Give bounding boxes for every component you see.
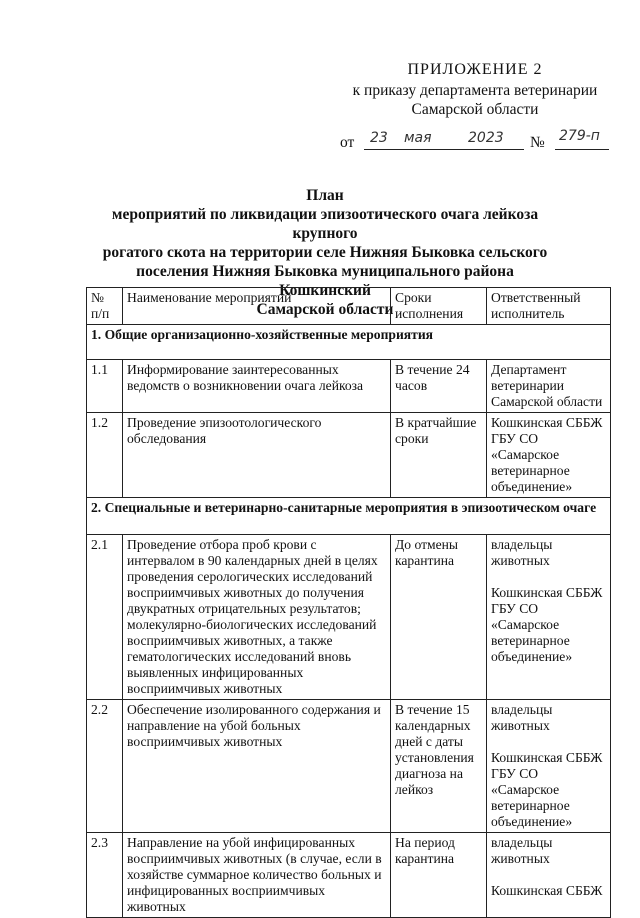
section-title-2: 2. Специальные и ветеринарно-санитарные мероприятия в эпизоотическом очаге bbox=[87, 498, 611, 535]
order-number-label: № bbox=[530, 134, 545, 151]
row-name: Обеспечение изолированного содержания и направление на убой больных восприимчивых животных bbox=[123, 700, 391, 833]
header-responsible: Ответственный исполнитель bbox=[487, 288, 611, 325]
row-name: Проведение отбора проб крови с интервалом в 90 календарных дней в целях проведения серологических исследований восприимчивых животных до получения двукратных отрицательных результатов; молекулярно-биологических исследований восприимчивых животных, а также гематологических исследований вновь выявленных инфицированных восприимчивых животных bbox=[123, 535, 391, 700]
row-responsible: владельцы животных Кошкинская СББЖ ГБУ СО «Самарское ветеринарное объединение» bbox=[487, 535, 611, 700]
order-date-field bbox=[364, 128, 524, 150]
header-num: № п/п bbox=[87, 288, 123, 325]
measures-table bbox=[86, 287, 611, 918]
row-num: 2.2 bbox=[87, 700, 123, 833]
header-name: Наименование мероприятий bbox=[123, 288, 391, 325]
order-date-day: 23 bbox=[370, 130, 388, 146]
section-row-2 bbox=[87, 498, 611, 535]
order-date-month: мая bbox=[404, 130, 432, 146]
order-date-number-line bbox=[340, 128, 620, 152]
row-num: 2.1 bbox=[87, 535, 123, 700]
row-deadline: В течение 24 часов bbox=[391, 360, 487, 413]
plan-title-line-4: поселения Нижняя Быковка муниципального района Кошкинский bbox=[136, 263, 514, 299]
row-name: Проведение эпизоотологического обследования bbox=[123, 413, 391, 498]
plan-title-line-1: План bbox=[306, 187, 344, 204]
row-name: Информирование заинтересованных ведомств о возникновении очага лейкоза bbox=[123, 360, 391, 413]
row-num: 2.3 bbox=[87, 833, 123, 918]
annex-header bbox=[340, 60, 610, 119]
row-num: 1.2 bbox=[87, 413, 123, 498]
row-num: 1.1 bbox=[87, 360, 123, 413]
row-deadline: На период карантина bbox=[391, 833, 487, 918]
table-row bbox=[87, 360, 611, 413]
row-responsible: владельцы животных Кошкинская СББЖ ГБУ СО «Самарское ветеринарное объединение» bbox=[487, 700, 611, 833]
row-responsible: Департамент ветеринарии Самарской области bbox=[487, 360, 611, 413]
table-row bbox=[87, 700, 611, 833]
table-row bbox=[87, 413, 611, 498]
order-date-year: 2023 bbox=[468, 130, 504, 146]
annex-title: ПРИЛОЖЕНИЕ 2 bbox=[407, 61, 543, 78]
row-responsible: Кошкинская СББЖ ГБУ СО «Самарское ветеринарное объединение» bbox=[487, 413, 611, 498]
row-deadline: До отмены карантина bbox=[391, 535, 487, 700]
table-row bbox=[87, 535, 611, 700]
order-from-label: от bbox=[340, 134, 355, 151]
table-row bbox=[87, 833, 611, 918]
section-row-1 bbox=[87, 325, 611, 360]
annex-order-reference: к приказу департамента ветеринарии bbox=[352, 82, 598, 99]
row-deadline: В кратчайшие сроки bbox=[391, 413, 487, 498]
plan-title-line-3: рогатого скота на территории селе Нижняя Быковка сельского bbox=[102, 244, 548, 261]
plan-title-line-5: Самарской области bbox=[256, 301, 394, 318]
table-header-row bbox=[87, 288, 611, 325]
order-number-field: 279-п bbox=[555, 128, 609, 150]
section-title-1: 1. Общие организационно-хозяйственные мероприятия bbox=[87, 325, 611, 360]
plan-title-line-2: мероприятий по ликвидации эпизоотического очага лейкоза крупного bbox=[111, 206, 539, 242]
row-name: Направление на убой инфицированных восприимчивых животных (в случае, если в хозяйстве суммарное количество больных и инфицированных восприимчивых животных bbox=[123, 833, 391, 918]
row-responsible: владельцы животных Кошкинская СББЖ bbox=[487, 833, 611, 918]
row-deadline: В течение 15 календарных дней с даты установления диагноза на лейкоз bbox=[391, 700, 487, 833]
header-deadline: Сроки исполнения bbox=[391, 288, 487, 325]
annex-region: Самарской области bbox=[411, 101, 539, 118]
